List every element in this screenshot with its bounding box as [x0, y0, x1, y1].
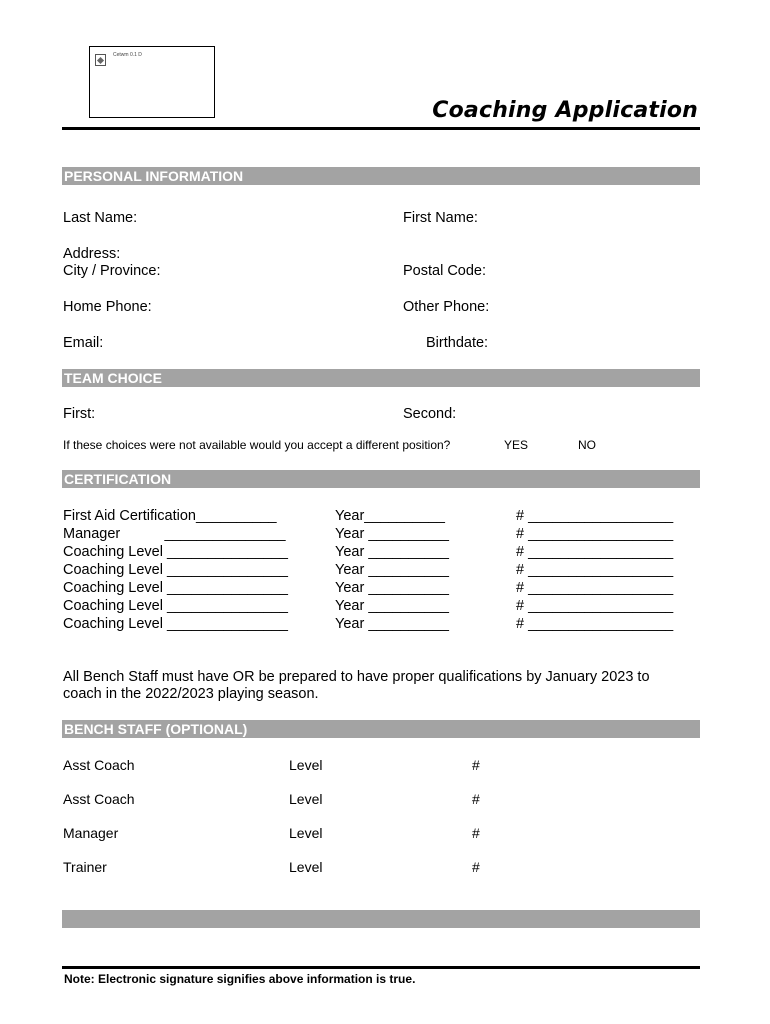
last-name-label: Last Name: — [63, 210, 138, 226]
birthdate-label: Birthdate: — [426, 335, 489, 351]
qualification-note-line2: coach in the 2022/2023 playing season. — [63, 686, 319, 702]
blank-section-band — [62, 910, 700, 928]
cert-year: Year __________ — [335, 562, 449, 578]
cert-label: Coaching Level _______________ — [63, 544, 288, 560]
page-title: Coaching Application — [432, 98, 698, 123]
cert-number: # __________________ — [516, 580, 674, 596]
bench-level: Level — [289, 825, 323, 841]
bench-role: Asst Coach — [63, 791, 135, 807]
broken-image-icon — [95, 54, 106, 66]
bench-number: # — [472, 825, 480, 841]
cert-label: Coaching Level _______________ — [63, 580, 288, 596]
address-label: Address: — [63, 246, 121, 262]
bench-number: # — [472, 757, 480, 773]
no-option[interactable]: NO — [578, 438, 596, 452]
footer-rule — [62, 966, 700, 969]
section-title-team: TEAM CHOICE — [64, 370, 162, 386]
bench-level: Level — [289, 757, 323, 773]
logo-frame — [89, 46, 215, 118]
signature-note: Note: Electronic signature signifies above information is true. — [64, 972, 416, 986]
city-province-label: City / Province: — [63, 263, 161, 279]
cert-year: Year __________ — [335, 616, 449, 632]
bench-role: Trainer — [63, 859, 107, 875]
team-second-label: Second: — [403, 406, 457, 422]
bench-role: Asst Coach — [63, 757, 135, 773]
title-rule — [62, 127, 700, 130]
team-first-label: First: — [63, 406, 96, 422]
section-title-cert: CERTIFICATION — [64, 471, 172, 487]
qualification-note-line1: All Bench Staff must have OR be prepared to have proper qualifications by January 2023 to — [63, 669, 650, 685]
cert-number: # __________________ — [516, 598, 674, 614]
cert-year: Year __________ — [335, 544, 449, 560]
cert-number: # __________________ — [516, 526, 674, 542]
cert-year: Year__________ — [335, 508, 445, 524]
cert-number: # __________________ — [516, 508, 674, 524]
cert-number: # __________________ — [516, 562, 674, 578]
cert-label: Coaching Level _______________ — [63, 616, 288, 632]
cert-label: Coaching Level _______________ — [63, 598, 288, 614]
postal-code-label: Postal Code: — [403, 263, 487, 279]
section-title-bench: BENCH STAFF (OPTIONAL) — [64, 721, 248, 737]
cert-year: Year __________ — [335, 598, 449, 614]
cert-number: # __________________ — [516, 544, 674, 560]
bench-number: # — [472, 791, 480, 807]
yes-option[interactable]: YES — [504, 438, 529, 452]
first-name-label: First Name: — [403, 210, 478, 226]
logo-text: Cetwm 0.1 D — [113, 52, 142, 58]
bench-level: Level — [289, 859, 323, 875]
bench-level: Level — [289, 791, 323, 807]
cert-label: Coaching Level _______________ — [63, 562, 288, 578]
cert-year: Year __________ — [335, 526, 449, 542]
other-phone-label: Other Phone: — [403, 299, 490, 315]
section-title-personal: PERSONAL INFORMATION — [64, 168, 244, 184]
cert-label: Manager _______________ — [63, 526, 286, 542]
cert-label: First Aid Certification__________ — [63, 508, 277, 524]
alternate-position-question: If these choices were not available would you accept a different position? — [63, 438, 451, 452]
cert-row — [63, 507, 277, 525]
bench-number: # — [472, 859, 480, 875]
bench-role: Manager — [63, 825, 119, 841]
email-label: Email: — [63, 335, 104, 351]
cert-number: # __________________ — [516, 616, 674, 632]
cert-year: Year __________ — [335, 580, 449, 596]
home-phone-label: Home Phone: — [63, 299, 152, 315]
